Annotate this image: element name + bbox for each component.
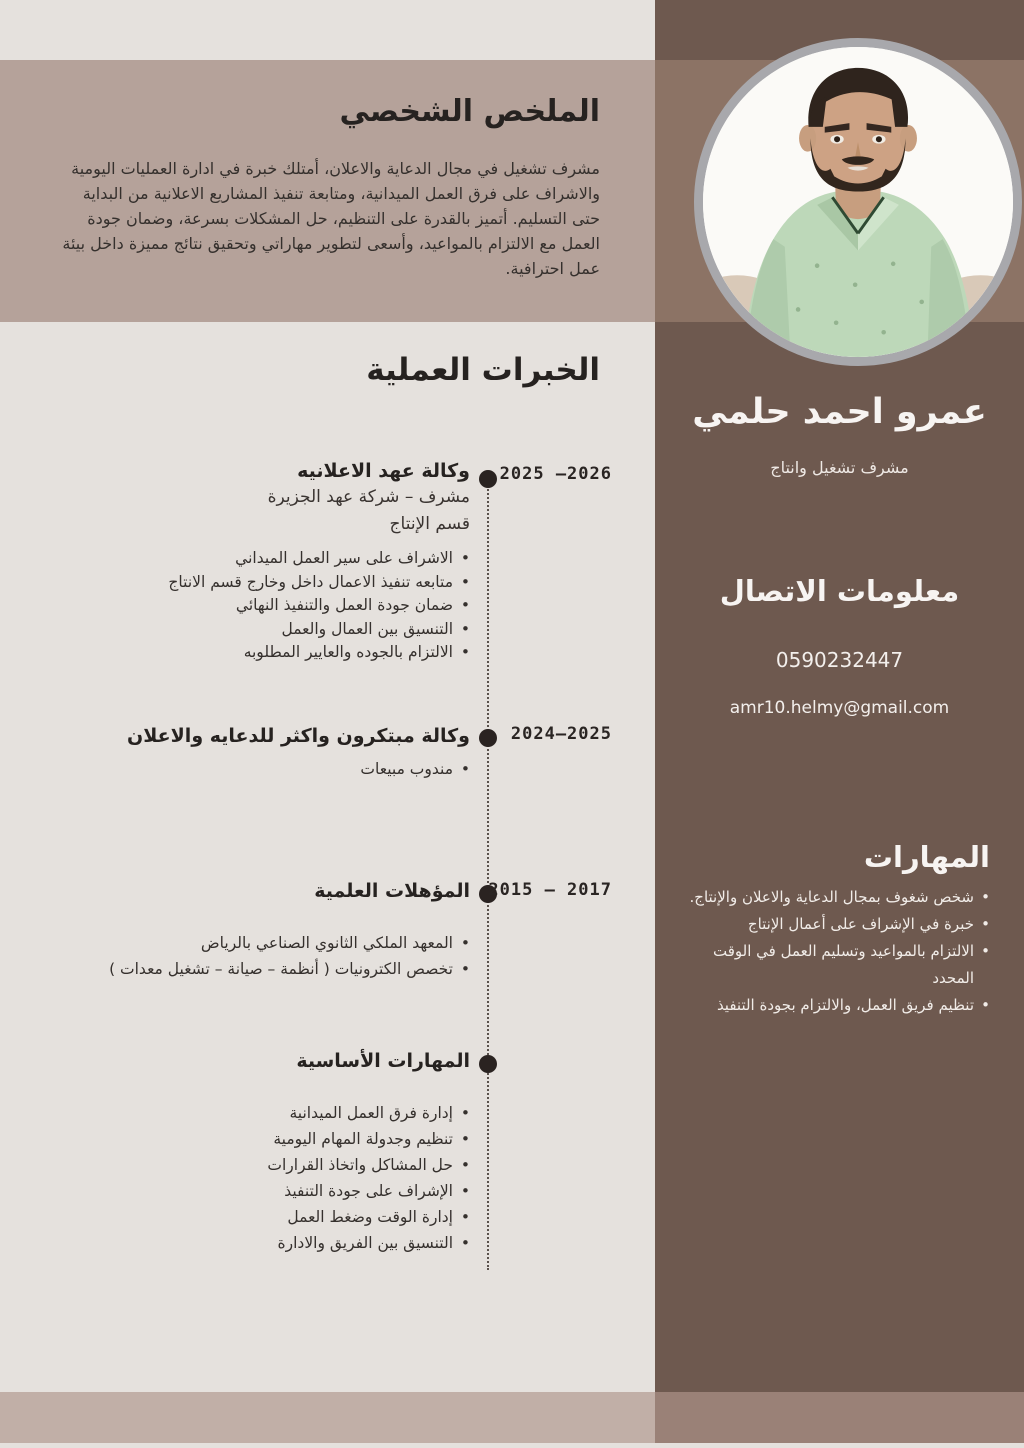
profile-name: عمرو احمد حلمي	[692, 392, 987, 432]
experience-entry-bullets	[40, 758, 470, 782]
summary-section-title: الملخص الشخصي	[339, 94, 600, 129]
education-entry-title: المؤهلات العلمية	[314, 880, 470, 902]
timeline-dot	[479, 1055, 497, 1073]
experience-date: 2025 –2026	[499, 464, 612, 484]
experience-bullet: • الالتزام بالجوده والعايير المطلوبه	[40, 641, 470, 665]
contact-phone: 0590232447	[775, 648, 904, 672]
experience-entry-bullets	[40, 547, 470, 665]
core-skill-bullet: • الإشراف على جودة التنفيذ	[40, 1178, 470, 1204]
core-skill-bullet: • إدارة الوقت وضغط العمل	[40, 1204, 470, 1230]
skills-section-title: المهارات	[863, 840, 990, 874]
skills-list	[672, 884, 990, 1019]
footer-band-left	[0, 1392, 655, 1443]
core-skill-bullet: • التنسيق بين الفريق والادارة	[40, 1230, 470, 1256]
core-skills-bullets	[40, 1100, 470, 1256]
skill-item: • تنظيم فريق العمل، والالتزام بجودة التنفيذ	[672, 992, 990, 1019]
education-bullet: • تخصص الكترونيات ( أنظمة – صيانة – تشغيل معدات )	[40, 956, 470, 982]
summary-paragraph: مشرف تشغيل في مجال الدعاية والاعلان، أمتلك خبرة في ادارة العمليات اليومية والاشراف على فرق العمل الميدانية، ومتابعة تنفيذ المشاريع الاعلانية من البداية حتى التسليم. أتميز بالقدرة على التنظيم، حل المشكلات بسرعة، وضمان جودة العمل مع الالتزام بالمواعيد، وأسعى لتطوير مهاراتي وتحقيق نتائج مميزة داخل بيئة عمل احترافية.	[62, 159, 600, 278]
core-skills-entry	[40, 1048, 470, 1256]
timeline-dot	[479, 729, 497, 747]
footer-band-right	[655, 1392, 1024, 1443]
experience-entry-subtitle: مشرف – شركة عهد الجزيرة	[267, 487, 470, 507]
experience-bullet: • مندوب مبيعات	[40, 758, 470, 782]
skill-item: • خبرة في الإشراف على أعمال الإنتاج	[672, 911, 990, 938]
timeline-line	[487, 482, 489, 1270]
core-skills-title: المهارات الأساسية	[296, 1050, 470, 1072]
education-entry-bullets	[40, 930, 470, 982]
contact-section-title: معلومات الاتصال	[719, 574, 960, 608]
profile-photo	[694, 38, 1022, 366]
core-skill-bullet: • إدارة فرق العمل الميدانية	[40, 1100, 470, 1126]
education-bullet: • المعهد الملكي الثانوي الصناعي بالرياض	[40, 930, 470, 956]
experience-date: 2015 – 2017	[488, 880, 612, 900]
profile-job-title: مشرف تشغيل وانتاج	[770, 458, 909, 477]
experience-bullet: • التنسيق بين العمال والعمل	[40, 618, 470, 642]
experience-entry	[40, 458, 470, 665]
core-skill-bullet: • حل المشاكل واتخاذ القرارات	[40, 1152, 470, 1178]
profile-photo-illustration	[703, 47, 1013, 357]
education-entry	[40, 878, 470, 982]
experience-section-title: الخبرات العملية	[366, 352, 600, 388]
experience-entry	[40, 723, 470, 782]
timeline-dot	[479, 470, 497, 488]
contact-email[interactable]: amr10.helmy@gmail.com	[729, 698, 950, 718]
skill-item: • الالتزام بالمواعيد وتسليم العمل في الوقت المحدد	[672, 938, 990, 992]
experience-date: 2024–2025	[510, 724, 612, 744]
core-skill-bullet: • تنظيم وجدولة المهام اليومية	[40, 1126, 470, 1152]
experience-bullet: • ضمان جودة العمل والتنفيذ النهائي	[40, 594, 470, 618]
skill-item: • شخص شغوف بمجال الدعاية والاعلان والإنتاج.	[672, 884, 990, 911]
experience-bullet: • الاشراف على سير العمل الميداني	[40, 547, 470, 571]
experience-entry-title: وكالة عهد الاعلانيه	[297, 460, 470, 482]
experience-entry-department: قسم الإنتاج	[389, 514, 470, 534]
experience-bullet: • متابعه تنفيذ الاعمال داخل وخارج قسم الانتاج	[40, 571, 470, 595]
experience-entry-title: وكالة مبتكرون واكثر للدعايه والاعلان	[127, 725, 470, 747]
